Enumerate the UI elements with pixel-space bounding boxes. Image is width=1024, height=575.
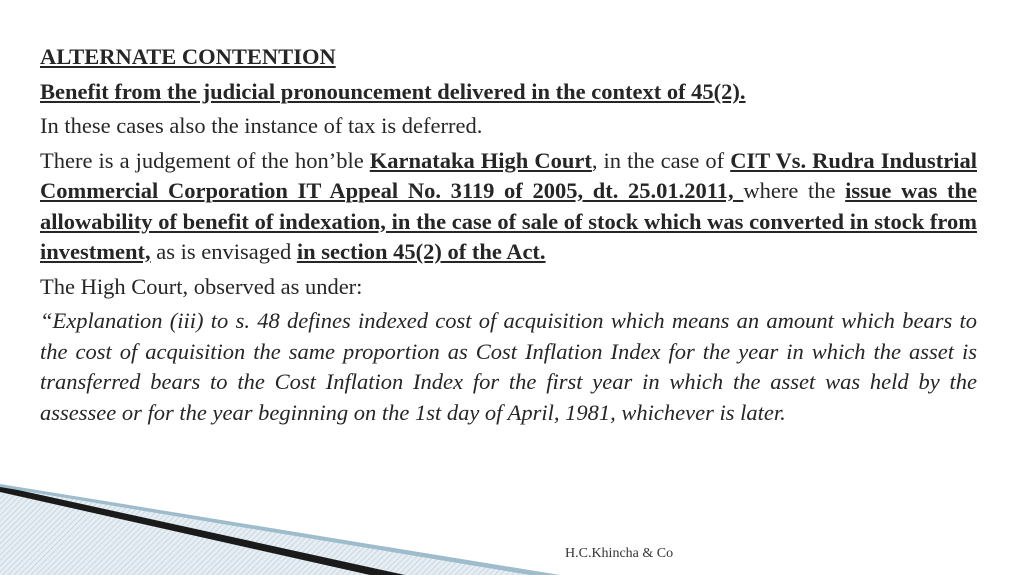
paragraph-text-3: where the bbox=[743, 178, 846, 203]
paragraph-text-1: There is a judgement of the hon’ble bbox=[40, 147, 370, 173]
deferral-statement: In these cases also the instance of tax is deferred. bbox=[40, 113, 483, 138]
footer-firm-name: H.C.Khincha & Co bbox=[565, 546, 674, 561]
paragraph-text-2: , in the case of bbox=[591, 147, 731, 173]
slide-heading: ALTERNATE CONTENTION bbox=[40, 44, 336, 69]
court-name: Karnataka High Court bbox=[369, 147, 592, 173]
paragraph-text-4: as is envisaged bbox=[150, 239, 297, 264]
issue-text: issue was the allowability of benefit of indexation, in the case of sale of stock which was converted in stock from investment, bbox=[40, 178, 978, 264]
section-reference: in section 45(2) of the Act. bbox=[296, 239, 546, 264]
judgement-paragraph bbox=[40, 146, 977, 268]
slide-subheading: Benefit from the judicial pronouncement delivered in the context of 45(2). bbox=[40, 78, 746, 104]
high-court-intro: The High Court, observed as under: bbox=[40, 273, 363, 299]
court-quote: “Explanation (iii) to s. 48 defines indexed cost of acquisition which means an amount which bears to the cost of acquisition the same proportion as Cost Inflation Index for the year in which the asset is transferred bears to the Cost Inflation Index for the first year in which the asset was held by the assessee or for the year beginning on the 1st day of April, 1981, whichever is later. bbox=[40, 308, 977, 425]
slide-body bbox=[40, 42, 977, 432]
case-citation: CIT Vs. Rudra Industrial Commercial Corporation IT Appeal No. 3119 of 2005, dt. 25.01.2011, bbox=[40, 147, 977, 203]
